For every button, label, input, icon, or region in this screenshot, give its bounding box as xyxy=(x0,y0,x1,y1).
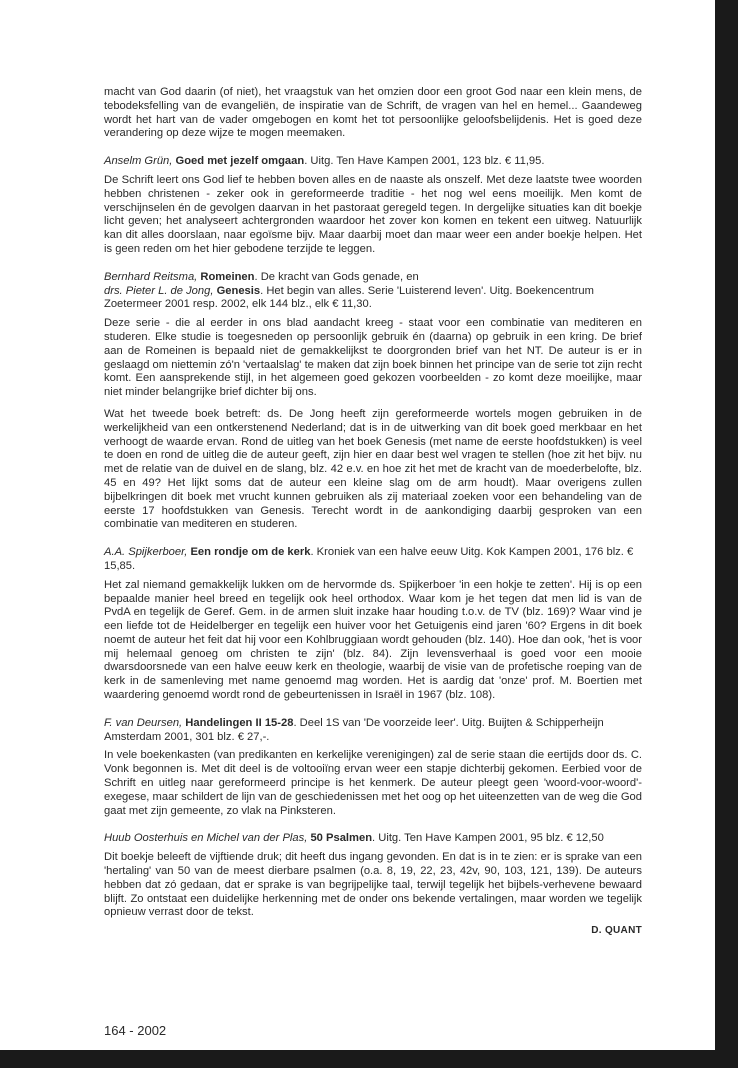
citation-details: . Kroniek van een halve eeuw Uitg. Kok Kampen 2001, 176 blz. € 15,85. xyxy=(104,546,634,572)
reviewer-signature: D. QUANT xyxy=(591,925,642,937)
citation-2 xyxy=(104,546,642,574)
citation-author: F. van Deursen, xyxy=(104,716,183,729)
citation-title: Romeinen xyxy=(200,270,255,283)
page-content xyxy=(104,86,642,938)
citation-1 xyxy=(104,271,642,312)
citation-author: Huub Oosterhuis en Michel van der Plas, xyxy=(104,832,308,845)
citation-details: . Deel 1S van 'De voorzeide leer'. Uitg. Buijten & Schipperheijn Amsterdam 2001, 301 blz. € 27,-. xyxy=(104,716,604,743)
citation-title: Een rondje om de kerk xyxy=(190,546,311,559)
citation-0 xyxy=(104,155,642,169)
citation-title: 50 Psalmen xyxy=(310,832,373,845)
citation-4 xyxy=(104,832,642,846)
review-paragraph: Wat het tweede boek betreft: ds. De Jong heeft zijn gereformeerde wortels mogen gebruiken in de werkelijkheid van een ontkerstenend Nederland; dat is in de uitwerking van dit boek goed merkbaar en het verhoogt de waarde ervan. Rond de uitleg van het boek Genesis (met name de eerste hoofdstukken) is veel te doen en rond de uitleg die de auteur geeft, zijn hier en daar best wel vragen te stellen (hoe zit het bijv. nu met de relatie van de duivel en de slang, blz. 42 e.v. en hoe zit het met de kracht van de moederbelofte, blz. 45 en 49? Het lijkt soms dat de auteur een kleine slag om de arm houdt). Maar overigens zullen bijbelkringen dit boek met vrucht kunnen gebruiken als zij materiaal zoeken voor een behandeling van de eerste 17 hoofdstukken van Genesis. Terecht wordt in de aankondiging daarbij gesproken van een combinatie van mediteren en studeren. xyxy=(104,407,642,531)
scan-border-right xyxy=(715,0,738,1068)
citation-details: . Uitg. Ten Have Kampen 2001, 123 blz. € 11,95. xyxy=(304,155,545,168)
citation-details: . De kracht van Gods genade, en xyxy=(254,270,419,283)
page-number: 164 - 2002 xyxy=(104,1023,167,1038)
citation-author: Bernhard Reitsma, xyxy=(104,270,198,283)
citation-title-2: Genesis xyxy=(216,284,261,297)
scan-border-bottom xyxy=(0,1050,738,1068)
intro-paragraph: macht van God daarin (of niet), het vraagstuk van het omzien door een groot God naar een klein mens, de tebodeksfelling van de evangeliën, de inspiratie van de Schrift, de vragen van hel en hemel... Gaandeweg wordt het hart van de vader omgebogen en komt het tot persoonlijke geloofsbelijdenis. Het is goed deze verandering op deze wijze te mogen meemaken. xyxy=(104,86,642,140)
citation-author-2: drs. Pieter L. de Jong, xyxy=(104,284,214,297)
citation-3 xyxy=(104,717,642,745)
citation-title: Goed met jezelf omgaan xyxy=(175,155,305,168)
review-paragraph: In vele boekenkasten (van predikanten en kerkelijke verenigingen) zal de serie staan die eertijds door ds. C. Vonk begonnen is. Met dit deel is de voltooiïng ervan weer een stapje dichterbij gekomen. Eerbied voor de Schrift en uitleg naar gereformeerd principe is het kenmerk. De auteur pleegt geen 'woord-voor-woord'-exegese, maar schildert de lijn van de geschiedenissen met het oog op het uiteenzetten van de weg die God gaat met zijn gemeente, zo vlak na Pinksteren. xyxy=(104,749,642,817)
citation-details: . Uitg. Ten Have Kampen 2001, 95 blz. € 12,50 xyxy=(372,832,604,845)
review-paragraph: Dit boekje beleeft de vijftiende druk; dit heeft dus ingang gevonden. En dat is in te zien: er is sprake van een 'hertaling' van 50 van de meest dierbare psalmen (o.a. 8, 19, 22, 23, 42v, 90, 103, 121, 139). De auteurs hebben dat zó gedaan, dat er sprake is van begrijpelijke taal, terwijl tegelijk het bijbels-verhevene bewaard blijft. Zo ontstaat een duidelijke herkenning met de onder ons bekende vertalingen, maar worden we tegelijk opnieuw verrast door de tekst. xyxy=(104,851,642,919)
citation-author: A.A. Spijkerboer, xyxy=(104,546,188,559)
citation-author: Anselm Grün, xyxy=(104,155,173,168)
review-paragraph: Het zal niemand gemakkelijk lukken om de hervormde ds. Spijkerboer 'in een hokje te zetten'. Hij is op een bepaalde manier heel breed en tegelijk ook heel orthodox. Waar kom je het tegen dat men lid is van de PvdA en tegelijk de Geref. Gem. in de armen sluit inzake haar houding t.o.v. de TV (blz. 169)? Waar vind je een liefde tot de Heidelberger en tegelijk een huiver voor het Getuigenis eind jaren '60? Ergens in dit boek noemt de auteur het feit dat hij voor een Kohlbruggiaan wordt gehouden (blz. 140). Hoe dan ook, 'het is voor mij helemaal genoeg om christen te zijn' (blz. 84). Zijn levensverhaal is goed voor een mooie dwarsdoorsnede van een halve eeuw kerk en theologie, waarbij de visie van de profetische roeping van de kerk in de samenleving met name genoemd mag worden. Het is aardig dat 'onze' prof. M. Boertien met waardering genoemd wordt rond de gebeurtenissen in Israël in 1967 (blz. 108). xyxy=(104,578,642,702)
review-paragraph: Deze serie - die al eerder in ons blad aandacht kreeg - staat voor een combinatie van mediteren en studeren. Elke studie is toegesneden op persoonlijk gebruik én (daarna) op gebruik in een kring. De brief aan de Romeinen is bepaald niet de gemakkelijkst te doorgronden brief van het NT. De auteur is er in geslaagd om niettemin zó'n 'vertaalslag' te maken dat zijn boek binnen het principe van de serie tot zijn recht komt. Een aansprekende stijl, in het algemeen goed gekozen voorbeelden - zo komt deze moeilijke, maar niet minder belangrijke brief dichter bij ons. xyxy=(104,317,642,399)
review-paragraph: De Schrift leert ons God lief te hebben boven alles en de naaste als onszelf. Met deze laatste twee woorden hebben christenen - zeker ook in gereformeerde traditie - het nog wel eens moeilijk. Men komt de verschijnselen én de gevolgen daarvan in het pastoraat geregeld tegen. In dergelijke situaties kan dit boekje licht geven; het analyseert achtergronden waardoor het zover kon komen en tekent een uitweg. Natuurlijk kan dit alles doorslaan, naar egoïsme bijv. Maar daarbij moet dan maar weer een ander boekje helpen. Het is geen reden om het hier gebodene terzijde te leggen. xyxy=(104,173,642,255)
citation-title: Handelingen II 15-28 xyxy=(185,716,294,729)
citation-details-2: . Het begin van alles. Serie 'Luisterend leven'. Uitg. Boekencentrum Zoetermeer 2001 resp. 2002, elk 144 blz., elk € 11,30. xyxy=(104,284,594,311)
